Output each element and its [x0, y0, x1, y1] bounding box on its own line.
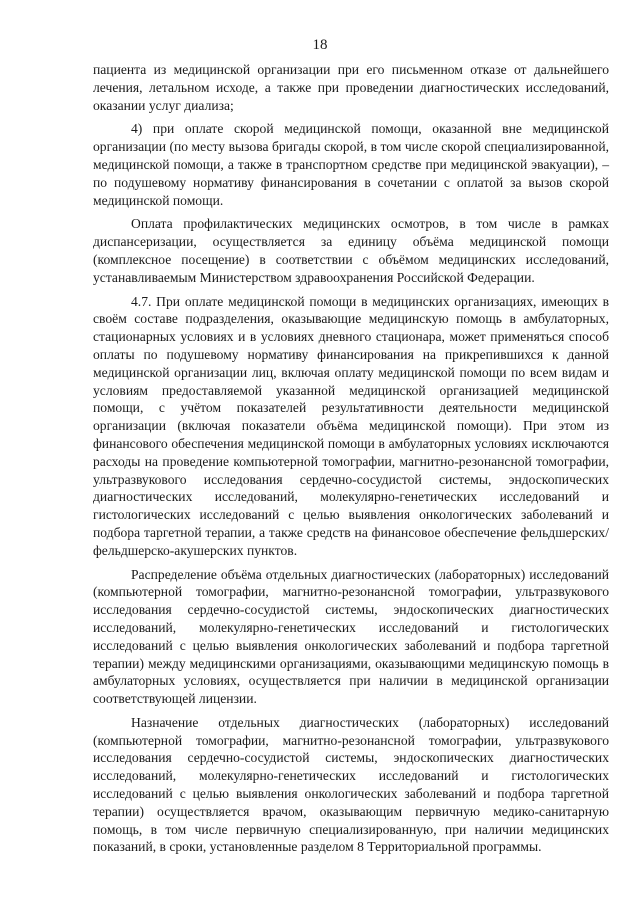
paragraph-section-4-7: 4.7. При оплате медицинской помощи в медицинских организациях, имеющих в своём составе подразделения, оказывающие медицинскую помощь в амбулаторных, стационарных условиях и в условиях дневного стационара, может применяться способ оплаты по подушевому нормативу финансирования на прикрепившихся к данной медицинской организации лиц, включая оплату медицинской помощи по всем видам и условиям предоставляемой указанной медицинской организацией медицинской помощи, с учётом показателей результативности деятельности медицинской организации (включая показатели объёма медицинской помощи). При этом из финансового обеспечения медицинской помощи в амбулаторных условиях исключаются расходы на проведение компьютерной томографии, магнитно-резонансной томографии, ультразвукового исследования сердечно-сосудистой системы, эндоскопических диагностических исследований, молекулярно-генетических исследований и гистологических исследований с целью выявления онкологических заболеваний и подбора таргетной терапии, а также средств на финансовое обеспечение фельдшерских/фельдшерско-акушерских пунктов.: [93, 293, 609, 558]
paragraph-prescription: Назначение отдельных диагностических (лабораторных) исследований (компьютерной томографии, магнитно-резонансной томографии, ультразвукового исследования сердечно-сосудистой системы, эндоскопических диагностических исследований, молекулярно-генетических исследований и гистологических исследований с целью выявления онкологических заболеваний и подбора таргетной терапии) осуществляется врачом, оказывающим первичную медико-санитарную помощь, в том числе первичную специализированную, при наличии медицинских показаний, в сроки, установленные разделом 8 Территориальной программы.: [93, 714, 609, 855]
document-body: [93, 61, 609, 862]
paragraph-continuation: пациента из медицинской организации при его письменном отказе от дальнейшего лечения, летальном исходе, а также при проведении диагностических исследований, оказании услуг диализа;: [93, 62, 609, 113]
paragraph-distribution: Распределение объёма отдельных диагностических (лабораторных) исследований (компьютерной томографии, магнитно-резонансной томографии, ультразвукового исследования сердечно-сосудистой системы, эндоскопических диагностических исследований, молекулярно-генетических исследований и гистологических исследований с целью выявления онкологических заболеваний и подбора таргетной терапии) между медицинскими организациями, оказывающими медицинскую помощь в амбулаторных условиях, осуществляется при наличии в медицинской организации соответствующей лицензии.: [93, 566, 609, 707]
paragraph-ambulance-payment: 4) при оплате скорой медицинской помощи, оказанной вне медицинской организации (по месту вызова бригады скорой, в том числе скорой специализированной, медицинской помощи, а также в транспортном средстве при медицинской эвакуации), – по подушевому нормативу финансирования в сочетании с оплатой за вызов скорой медицинской помощи.: [93, 121, 609, 208]
page-number: 18: [312, 37, 328, 53]
paragraph-preventive-exams: Оплата профилактических медицинских осмотров, в том числе в рамках диспансеризации, осуществляется за единицу объёма медицинской помощи (комплексное посещение) в соответствии с объёмом медицинских исследований, устанавливаемым Министерством здравоохранения Российской Федерации.: [93, 216, 609, 285]
